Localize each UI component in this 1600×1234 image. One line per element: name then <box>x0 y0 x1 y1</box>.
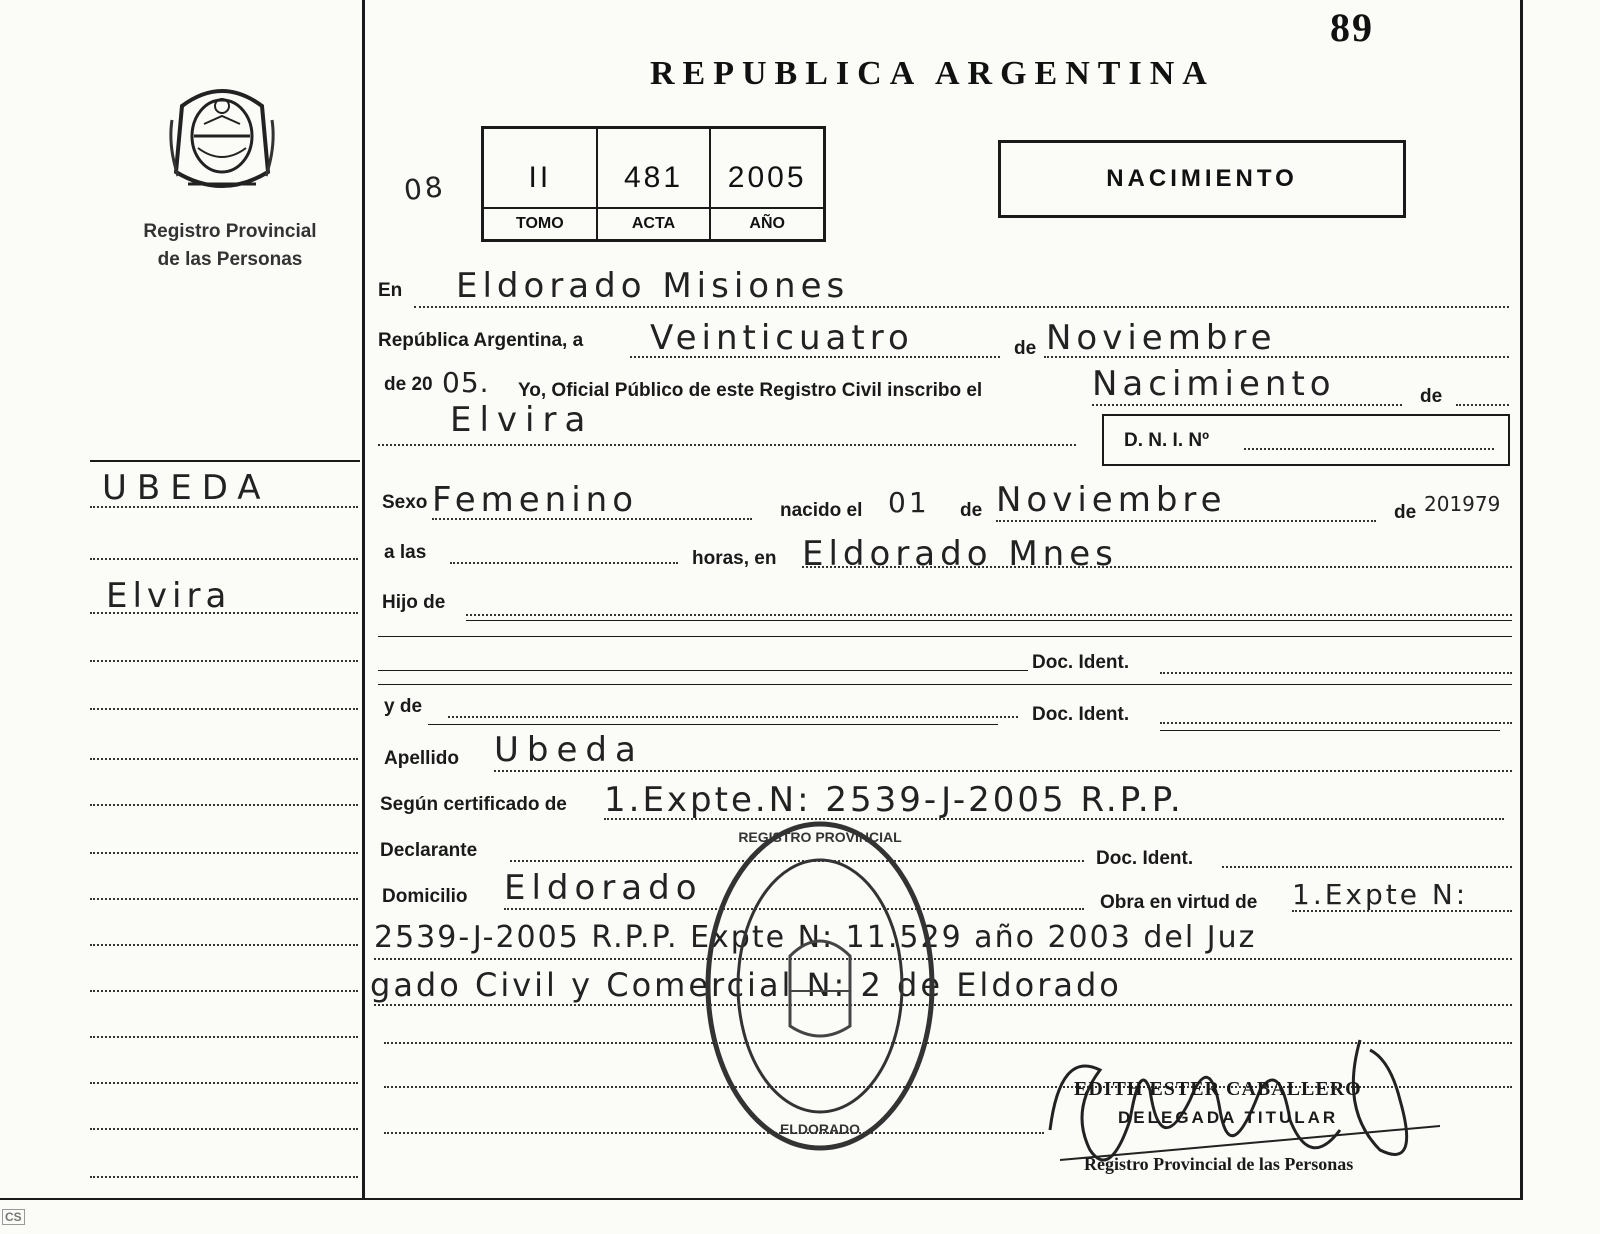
page-title: REPUBLICA ARGENTINA <box>650 55 1215 92</box>
en-label: En <box>378 280 403 301</box>
day-value: Veinticuatro <box>650 318 914 358</box>
person-value: Elvira <box>450 400 594 440</box>
de-label-4: de <box>1394 502 1417 523</box>
birth-month-line <box>996 520 1376 522</box>
de-label-3: de <box>960 500 983 521</box>
segun-label: Según certificado de <box>380 794 567 815</box>
official-seal-stamp <box>700 816 940 1156</box>
signer-office: Registro Provincial de las Personas <box>1084 1154 1354 1174</box>
side-line <box>90 660 358 662</box>
side-line <box>90 558 358 560</box>
month-value: Noviembre <box>1046 318 1277 358</box>
sexo-value: Femenino <box>432 480 638 520</box>
dni-box <box>1102 414 1510 466</box>
side-name: Elvira <box>106 576 232 616</box>
page-number: 89 <box>1330 5 1374 50</box>
side-line <box>90 1128 358 1130</box>
tomo-value: II <box>528 161 552 194</box>
birth-day: 01 <box>888 486 930 519</box>
registry-label-line-1: Registro Provincial <box>143 221 317 242</box>
obra-line <box>1292 910 1512 912</box>
hijo-line <box>466 614 1512 616</box>
side-header-line <box>90 460 360 462</box>
apellido-value: Ubeda <box>494 730 644 770</box>
doc-ident-1: Doc. Ident. <box>1032 652 1130 673</box>
yo-text: Yo, Oficial Público de este Registro Civil inscribo el <box>518 380 983 401</box>
section-divider <box>378 684 1512 685</box>
doc1-left-line <box>378 670 1028 671</box>
a-las-label: a las <box>384 542 427 563</box>
doc2-line <box>1160 722 1512 724</box>
left-column-divider <box>362 0 365 1200</box>
registry-label <box>120 218 340 274</box>
side-line <box>90 804 358 806</box>
side-line <box>90 708 358 710</box>
acta-label: ACTA <box>598 207 710 233</box>
de-label: de <box>1014 338 1037 359</box>
year-value: 05. <box>442 366 490 399</box>
continued-line-1: 2539-J-2005 R.P.P. Expte N: 11.529 año 2003 del Juz <box>374 920 1257 955</box>
continued-line-2: gado Civil y Comercial N: 2 de Eldorado <box>370 966 1122 1004</box>
doc-ident-2: Doc. Ident. <box>1032 704 1130 725</box>
birth-place: Eldorado Mnes <box>802 534 1118 574</box>
registry-label-line-2: de las Personas <box>157 249 303 270</box>
nacido-label: nacido el <box>780 500 863 521</box>
doc-ident-3: Doc. Ident. <box>1096 848 1194 869</box>
segun-value: 1.Expte.N: 2539-J-2005 R.P.P. <box>604 780 1184 820</box>
record-type-box: NACIMIENTO <box>998 140 1406 218</box>
side-line <box>90 1082 358 1084</box>
republica-label: República Argentina, a <box>378 330 584 351</box>
apellido-line <box>494 770 1512 772</box>
acta-value: 481 <box>623 161 684 194</box>
acta-cell <box>598 129 712 239</box>
en-value: Eldorado Misiones <box>456 266 850 306</box>
de-line-2 <box>1456 404 1509 406</box>
ano-label: AÑO <box>711 207 823 233</box>
dni-label: D. N. I. Nº <box>1124 430 1210 451</box>
stamp-bottom-text: ELDORADO <box>779 1121 861 1137</box>
person-line <box>378 444 1076 446</box>
y-de-line <box>448 716 1018 718</box>
acta-table <box>481 126 826 242</box>
acta-prefix: 08 <box>402 169 448 208</box>
side-line <box>90 944 358 946</box>
signer-role: DELEGADA TITULAR <box>1118 1108 1339 1127</box>
domicilio-label: Domicilio <box>382 886 468 907</box>
inscribo-value: Nacimiento <box>1092 364 1336 404</box>
continued-line-2-rule <box>374 1004 1512 1006</box>
doc2-underline <box>1160 730 1500 731</box>
dni-line <box>1244 448 1494 450</box>
coat-of-arms-icon <box>168 76 276 194</box>
side-line <box>90 898 358 900</box>
horas-label: horas, en <box>692 548 777 569</box>
right-border <box>1520 0 1523 1200</box>
tomo-cell <box>484 129 598 239</box>
side-line <box>90 852 358 854</box>
side-line <box>90 990 358 992</box>
declarante-label: Declarante <box>380 840 478 861</box>
obra-label: Obra en virtud de <box>1100 892 1258 913</box>
year-prefix: de 20 <box>384 374 433 395</box>
hijo-label: Hijo de <box>382 592 446 613</box>
side-surname: UBEDA <box>102 468 271 508</box>
ano-cell <box>711 129 823 239</box>
side-line <box>90 1036 358 1038</box>
birth-month: Noviembre <box>996 480 1227 520</box>
y-de-underline <box>428 724 998 725</box>
y-de-label: y de <box>384 696 423 717</box>
continued-line-1-rule <box>374 958 1512 960</box>
sexo-line <box>432 518 752 520</box>
domicilio-value: Eldorado <box>504 868 703 908</box>
inscribo-line <box>1092 404 1402 406</box>
birth-year: 201979 <box>1424 492 1501 516</box>
scanner-mark <box>2 1210 25 1224</box>
side-line <box>90 758 358 760</box>
scanner-mark-logo: CS <box>2 1209 25 1225</box>
en-line <box>414 306 1509 308</box>
doc1-line <box>1160 672 1512 674</box>
a-las-line <box>450 562 678 564</box>
sexo-label: Sexo <box>382 492 428 513</box>
doc3-line <box>1222 866 1512 868</box>
hijo-underline <box>466 620 1512 621</box>
apellido-label: Apellido <box>384 748 459 769</box>
svg-text:REGISTRO PROVINCIAL: REGISTRO PROVINCIAL <box>738 829 902 845</box>
tomo-label: TOMO <box>484 207 596 233</box>
de-label-2: de <box>1420 386 1443 407</box>
side-line <box>90 1176 358 1178</box>
hijo-line-2 <box>378 636 1512 637</box>
obra-value: 1.Expte N: <box>1292 878 1469 911</box>
birth-place-line <box>802 566 1512 568</box>
ano-value: 2005 <box>727 161 807 194</box>
signer-name: EDITH ESTER CABALLERO <box>1074 1078 1362 1100</box>
